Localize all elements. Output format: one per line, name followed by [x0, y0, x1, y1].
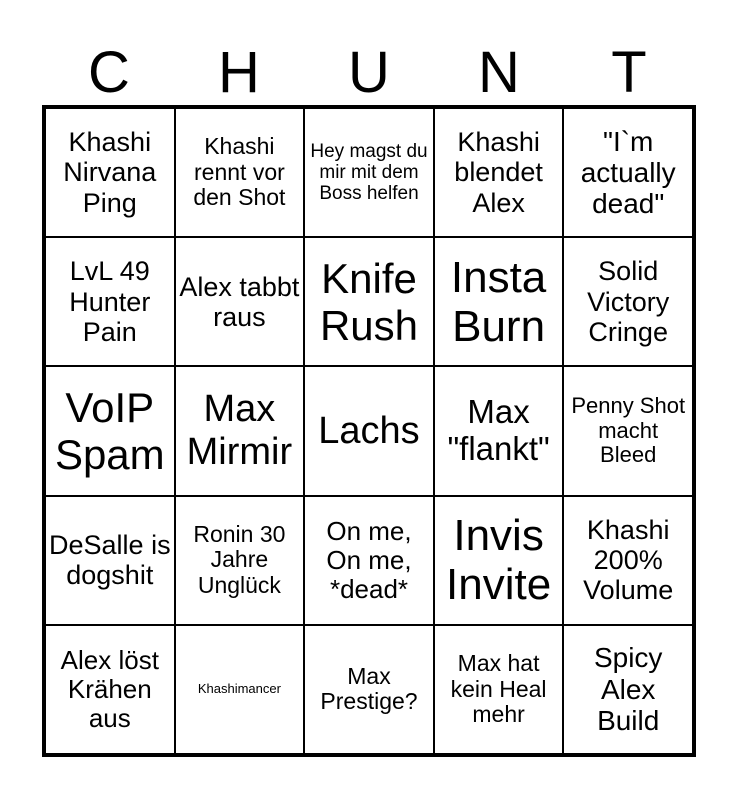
cell-text: Insta Burn: [450, 252, 547, 351]
cell-text: DeSalle is dogshit: [49, 529, 171, 591]
bingo-cell[interactable]: [175, 366, 305, 495]
cell-text: Khashi rennt vor den Shot: [193, 132, 286, 211]
bingo-cell[interactable]: [304, 366, 434, 495]
bingo-cell[interactable]: [563, 237, 693, 366]
bingo-cell[interactable]: [45, 237, 175, 366]
bingo-cell[interactable]: [304, 496, 434, 625]
bingo-cell[interactable]: [175, 625, 305, 754]
cell-text: Max hat kein Heal mehr: [450, 649, 547, 728]
bingo-cell[interactable]: [304, 625, 434, 754]
bingo-cell[interactable]: [563, 108, 693, 237]
cell-text: VoIP Spam: [54, 383, 165, 478]
cell-text: Penny Shot macht Bleed: [571, 393, 686, 468]
bingo-cell[interactable]: [434, 108, 564, 237]
cell-text: "I`m actually dead": [580, 125, 676, 220]
bingo-cell[interactable]: [434, 625, 564, 754]
cell-text: Knife Rush: [319, 254, 419, 349]
cell-text: Solid Victory Cringe: [587, 256, 670, 347]
cell-text: Khashi 200% Volume: [583, 514, 674, 606]
cell-text: Invis Invite: [446, 510, 552, 610]
bingo-board: [42, 105, 696, 757]
bingo-cell[interactable]: [45, 496, 175, 625]
bingo-cell[interactable]: [563, 366, 693, 495]
cell-text: Khashi Nirvana Ping: [63, 127, 157, 218]
bingo-cell[interactable]: [45, 625, 175, 754]
cell-text: Khashi blendet Alex: [454, 127, 543, 218]
bingo-cell[interactable]: [434, 237, 564, 366]
bingo-cell[interactable]: [175, 237, 305, 366]
cell-text: Ronin 30 Jahre Unglück: [193, 520, 286, 599]
cell-text: On me, On me, *dead*: [326, 515, 412, 604]
header-letter: H: [218, 40, 260, 105]
bingo-cell[interactable]: [563, 496, 693, 625]
header-letter: T: [611, 40, 647, 105]
bingo-cell[interactable]: [304, 237, 434, 366]
bingo-cell[interactable]: [304, 108, 434, 237]
cell-text: Lachs: [318, 409, 420, 452]
cell-text: Spicy Alex Build: [593, 642, 663, 737]
cell-text: LvL 49 Hunter Pain: [69, 256, 151, 347]
bingo-cell[interactable]: [45, 108, 175, 237]
bingo-cell[interactable]: [45, 366, 175, 495]
cell-text: Max Prestige?: [320, 662, 418, 715]
cell-text: Alex löst Krähen aus: [60, 644, 159, 733]
cell-text: Alex tabbt raus: [179, 271, 300, 332]
bingo-cell[interactable]: [563, 625, 693, 754]
header-letter: C: [88, 40, 130, 105]
header-letter: N: [478, 40, 520, 105]
bingo-cell[interactable]: [175, 108, 305, 237]
bingo-cell[interactable]: [434, 496, 564, 625]
cell-text: Khashimancer: [197, 681, 281, 697]
bingo-cell[interactable]: [175, 496, 305, 625]
cell-text: Max "flankt": [447, 393, 550, 467]
bingo-header: [44, 38, 694, 108]
header-letter: U: [348, 40, 390, 105]
bingo-cell[interactable]: [434, 366, 564, 495]
cell-text: Hey magst du mir mit dem Boss helfen: [310, 140, 428, 205]
cell-text: Max Mirmir: [186, 388, 293, 473]
